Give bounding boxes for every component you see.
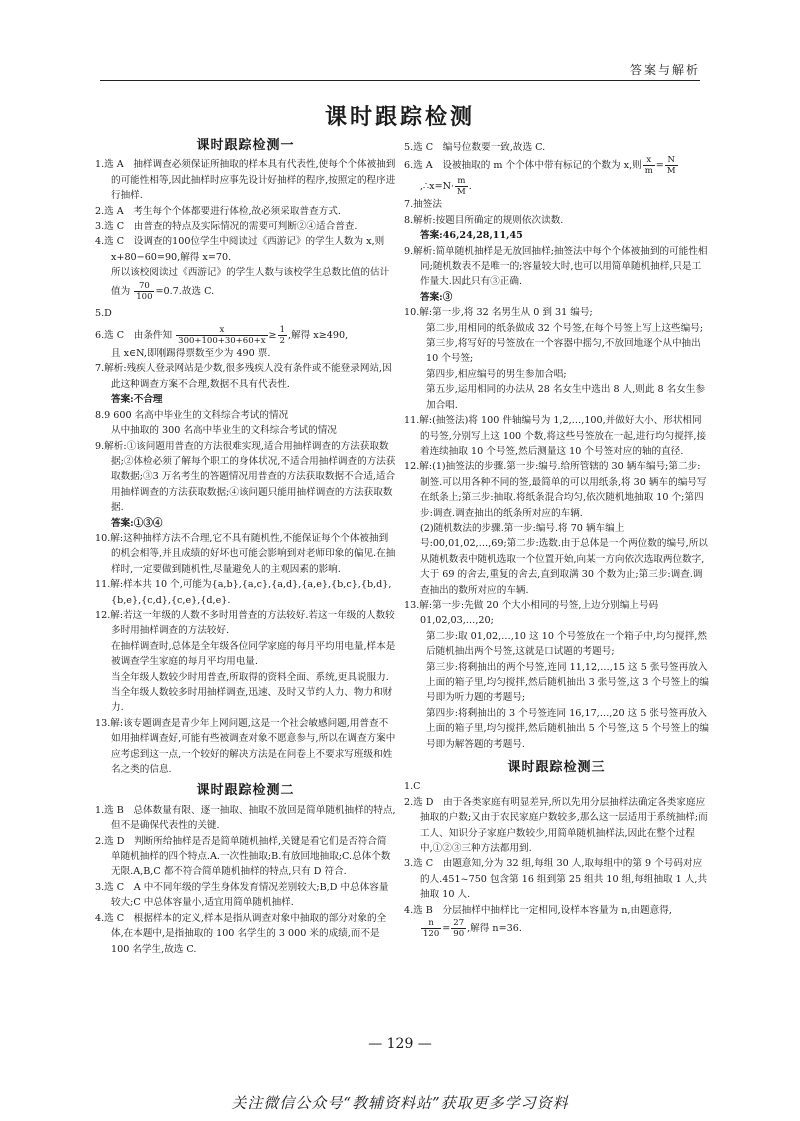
- fraction-numerator: x: [176, 325, 267, 336]
- answer-2-4: 4.选 C 根据样本的定义,样本是指从调查对象中抽取的部分对象的全体,在本题中,是指抽取的 100 名学生的 3 000 米的成绩,而不是 100 名学生,故选 C.: [95, 912, 387, 955]
- answer-2-2: 2.选 D 判断所给抽样是否是简单随机抽样,关键是看它们是否符合简单随机抽样的四个特点.A.一次性抽取;B.有放回地抽取;C.总体个数无限.A,B,C 都不符合简单随机抽样的特点,只有 D 符合.: [95, 835, 391, 878]
- answer-r10-step4: 第四步,相应编号的男生参加合唱;: [426, 368, 567, 380]
- answer-9-answer: 答案:①③④: [111, 517, 163, 529]
- answer-13: 13.解:该专题调查是青少年上网问题,这是一个社会敏感问题,用普查不如用抽样调查好,可能有些被调查对象不愿意参与,所以在调查方案中应考虑到这一点,一个较好的解决方法是在问卷上不要求写班级和姓名之类的信息.: [95, 717, 396, 776]
- answer-4-end: =0.7.故选 C.: [155, 285, 215, 297]
- left-column: [95, 137, 396, 957]
- answer-3-4-result: ,解得 n=36.: [467, 923, 522, 935]
- answer-r10-step2: 第二步,用相同的纸条做成 32 个号签,在每个号签上写上这些编号;: [426, 322, 704, 334]
- answer-3: 3.选 C 由普查的特点及实际情况的需要可判断②④适合普查.: [95, 221, 358, 233]
- fraction: [451, 918, 466, 939]
- answer-1: 1.选 A 抽样调查必须保证所抽取的样本具有代表性,使每个个体被抽到的可能性相等,因此抽样时应事先设计好抽样的程序,按照定的程序进行抽样.: [95, 159, 396, 202]
- answer-10: 10.解:这种抽样方法不合理,它不具有随机性,不能保证每个个体被抽到的机会相等,并且成绩的好坏也可能会影响到对老师印象的偏见.在抽样时,一定要做到随机性,尽量避免人的主观因素的影响.: [95, 532, 396, 575]
- fraction-numerator: m: [455, 176, 468, 187]
- answer-r13-step2: 第二步:取 01,02,…,10 这 10 个号签放在一个箱子中,均匀搅拌,然后随机抽出两个号签,这就是口试题的考题号;: [426, 630, 707, 658]
- answer-r8: 8.解析:按题目所确定的规则依次读数.: [404, 214, 564, 226]
- answer-12: 12.解:若这一年级的人数不多时用普查的方法较好.若这一年级的人数较多时用抽样调查的方法较好.: [95, 609, 395, 637]
- equals-sign: =: [442, 923, 451, 935]
- fraction-denominator: M: [457, 187, 466, 198]
- answer-r13-step3: 第三步:将剩抽出的两个号签,连同 11,12,…,15 这 5 张号签再放入上面的箱子里,均匀搅拌,然后随机抽出 3 张号签,这 3 个号签上的编号即为听力题的考题号;: [426, 661, 709, 704]
- answer-2-1: 1.选 B 总体数量有限、逐一抽取、抽取不放回是简单随机抽样的特点,但不是确保代表性的关键.: [95, 804, 396, 832]
- answer-r10-step5: 第五步,运用相同的办法从 28 名女生中选出 8 人,则此 8 名女生参加合唱.: [426, 384, 706, 411]
- answer-r5: 5.选 C 编号位数要一致,故选 C.: [404, 142, 546, 153]
- answer-6: [95, 325, 396, 346]
- answer-3-2: 2.选 D 由于各类家庭有明显差异,所以先用分层抽样法确定各类家庭应抽取的户数;又由于农民家庭户数较多,那么这一层适用于系统抽样;而工人、知识分子家庭户数较少,用简单随机抽样法,因此在整个过程中,①②③三种方法都用到.: [404, 796, 708, 855]
- answer-2: 2.选 A 考生每个个体都要进行体检,故必须采取普查方式.: [95, 205, 341, 217]
- fraction-denominator: 100: [136, 291, 153, 302]
- right-column: [404, 140, 709, 939]
- answer-r13: 13.解:第一步:先做 20 个大小相同的号签,上边分别编上号码 01,02,03,…,20;: [404, 599, 659, 627]
- answer-3-4-cont: [404, 918, 709, 939]
- answer-11: 11.解:样本共 10 个,可能为{a,b},{a,c},{a,d},{a,e},{b,c},{b,d},{b,e},{c,d},{c,e},{d,e}.: [95, 579, 392, 606]
- answer-2-3: 3.选 C A 中不同年级的学生身体发育情况差别较大;B,D 中总体容量较大;C 中总体容量小,适宜用简单随机抽样.: [95, 881, 389, 909]
- answer-r6-mid: ,∴x=N·: [420, 181, 455, 193]
- section-title-2: 课时跟踪检测二: [196, 783, 295, 799]
- answer-r6-text: 6.选 A 设被抽取的 m 个个体中带有标记的个数为 x,则: [404, 160, 642, 172]
- answer-r6-end: .: [468, 181, 472, 193]
- answer-9: 9.解析:①该问题用普查的方法很难实现,适合用抽样调查的方法获取数据;②体检必须了解每个职工的身体状况,不适合用抽样调查的方法获取数据;③3 万名考生的答题情况用普查的方法获取数据不合适,适合用抽样调查的方法获取数据;④该问题只能用抽样调查的方法获取数据.: [95, 440, 396, 514]
- page-title: 课时跟踪检测: [324, 105, 475, 130]
- fraction-denominator: m: [644, 166, 653, 177]
- answer-5: 5.D: [95, 307, 112, 319]
- answer-r13-step4: 第四步:将剩抽出的 3 个号签连同 16,17,…,20 这 5 张号签再放入上面的箱子里,均匀搅拌,然后随机抽出 5 个号签,这 5 个号签上的编号即为解答题的考题号.: [426, 707, 709, 750]
- fraction: [643, 155, 655, 176]
- fraction: [176, 325, 267, 346]
- answer-3-4: 4.选 B 分层抽样中抽样比一定相同,设样本容量为 n,由题意得,: [404, 904, 672, 916]
- answer-4-cont: [95, 265, 396, 301]
- fraction-numerator: 27: [453, 918, 465, 929]
- section-title-1: 课时跟踪检测一: [196, 138, 295, 153]
- fraction-denominator: M: [666, 166, 676, 177]
- answer-7: 7.解析:残疾人登录网站是少数,很多残疾人没有条件或不能登录网站,因此这种调查方案不合理,数据不具有代表性.: [95, 363, 392, 390]
- answer-3-3: 3.选 C 由题意知,分为 32 组,每组 30 人,取每组中的第 9 个号码对应的人.451~750 包含第 16 组到第 25 组共 10 组,每组抽取 1 人,共抽取 10 人.: [404, 858, 708, 901]
- fraction: [665, 155, 678, 176]
- answer-12-cont2: 当全年级人数较少时用普查,所取得的资料全面、系统,更具说服力.当全年级人数较多时用抽样调查,迅速、及时又节约人力、物力和财力.: [111, 671, 393, 714]
- answer-6-text: 6.选 C 由条件知: [95, 330, 173, 342]
- section-title-3: 课时跟踪检测三: [507, 760, 606, 776]
- answer-8-cont: 从中抽取的 300 名高中毕业生的文科综合考试的情况: [111, 425, 337, 437]
- answer-3-1: 1.C: [404, 781, 421, 793]
- answer-4: 4.选 C 设调查的100位学生中阅读过《西游记》的学生人数为 x,则 x+80−60=90,解得 x=70.: [95, 236, 385, 263]
- fraction: [455, 176, 468, 197]
- fraction-denominator: 2: [279, 336, 286, 347]
- answer-r9: 9.解析:简单随机抽样是无放回抽样;抽签法中每个个体被抽到的可能性相同;随机数表不是唯一的;容量较大时,也可以用简单随机抽样,只是工作量大.因此只有③正确.: [404, 245, 708, 288]
- answer-r11: 11.解:(抽签法)将 100 件轴编号为 1,2,…,100,并做好大小、形状相同的号签,分别写上这 100 个数,将这些号签放在一起,进行均匀搅拌,接着连续抽取 10 个号签,然后测量这 10 个号签对应的轴的直径.: [404, 415, 707, 457]
- fraction-numerator: n: [421, 918, 441, 929]
- answer-6-result: ,解得 x≥490,: [288, 330, 349, 342]
- fraction-denominator: 300+100+30+60+x: [178, 336, 266, 347]
- answer-r7: 7.抽签法: [404, 199, 442, 211]
- answer-r10-step3: 第三步,将写好的号签放在一个容器中摇匀,不放回地逐个从中抽出 10 个号签;: [426, 338, 701, 365]
- promo-footer: 关注微信公众号“教辅资料站”获取更多学习资料: [231, 1094, 569, 1112]
- answer-6-cont: 且 x∈N,即刚踢得票数至少为 490 票.: [111, 348, 271, 360]
- answer-r9-answer: 答案:③: [420, 291, 453, 303]
- fraction: [134, 281, 154, 302]
- fraction-numerator: N: [665, 155, 678, 166]
- answer-8: 8.9 600 名高中毕业生的文科综合考试的情况: [95, 409, 289, 421]
- answer-12-cont1: 在抽样调查时,总体是全年级各位同学家庭的每月平均用电量,样本是被调查学生家庭的每月平均用电量.: [111, 640, 396, 668]
- answer-r10: 10.解:第一步,将 32 名男生从 0 到 31 编号;: [404, 307, 593, 319]
- answer-7-answer: 答案:不合理: [111, 394, 163, 406]
- equals-sign: =: [655, 160, 664, 172]
- fraction-numerator: x: [643, 155, 655, 166]
- answer-r12-part2: (2)随机数法的步骤.第一步:编号.将 70 辆车编上号:00,01,02,…,69;第二步:选数.由于总体是一个两位数的编号,所以从随机数表中随机选取一个位置开始,向某一方向依次选取两位数字,大于 69 的舍去,重复的舍去,直到取满 30 个数为止;第三步:调查.调查抽出的数所对应的车辆.: [420, 522, 708, 596]
- geq-sign: ≥: [268, 330, 277, 342]
- fraction-numerator: 1: [279, 325, 286, 336]
- fraction-denominator: 90: [453, 929, 465, 940]
- fraction: [421, 918, 441, 939]
- answer-4-text: 所以该校阅读过《西游记》的学生人数与该校学生总数比值的估计值为: [111, 267, 390, 297]
- header-rule: [100, 80, 700, 81]
- answer-r8-answer: 答案:46,24,28,11,45: [420, 230, 523, 242]
- answer-r12: 12.解:(1)抽签法的步骤.第一步:编号.给所管辖的 30 辆车编号;第二步:制签.可以用各种不同的签,最简单的可以用纸条,将 30 辆车的编号写在纸条上;第三步:抽取.将纸条混合均匀,依次随机地抽取 10 个;第四步:调查.调查抽出的纸条所对应的车辆.: [404, 461, 707, 519]
- header-label: 答案与解析: [629, 63, 700, 77]
- fraction-numerator: 70: [134, 281, 154, 292]
- answer-r6: [404, 155, 709, 197]
- fraction: [278, 325, 287, 346]
- page-number: — 129 —: [368, 1036, 432, 1052]
- fraction-denominator: 120: [423, 929, 440, 940]
